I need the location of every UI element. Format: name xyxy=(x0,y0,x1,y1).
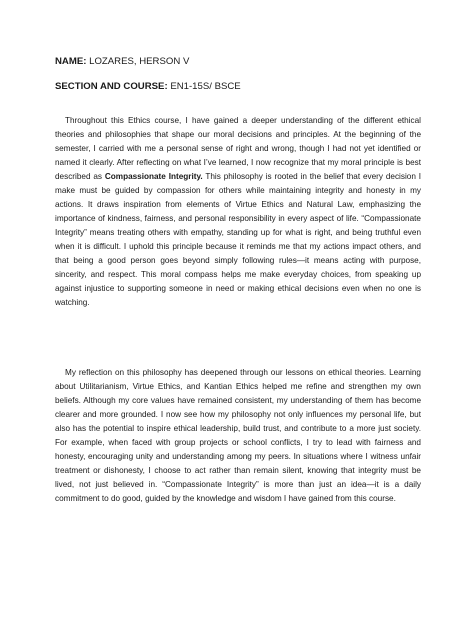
paragraph-1-intro: Throughout this Ethics course, I have gained a deeper understanding of the different ethical theories and philosophies that shape our moral decisions and principles. At the beginning of the semester, I carried with me a personal sense of right and wrong, though I had not yet identified or named it clearly. After reflecting on what I’ve learned, I now recognize that my moral principle is best described as xyxy=(55,116,421,181)
section-course-label: SECTION AND COURSE: xyxy=(55,81,168,92)
paragraph-1-rest: This philosophy is rooted in the belief that every decision I make must be guided by compassion for others while maintaining integrity and honesty in my actions. It draws inspiration from elements of Virtue Ethics and Natural Law, emphasizing the importance of kindness, fairness, and personal responsibility in every aspect of life. “Compassionate Integrity” means treating others with empathy, standing up for what is right, and being truthful even when it is difficult. I uphold this principle because it reminds me that my actions impact others, and that being a good person goes beyond simply following rules—it means acting with purpose, sincerity, and respect. This moral compass helps me make everyday choices, from speaking up against injustice to supporting someone in need or making ethical decisions even when no one is watching. xyxy=(55,172,422,307)
name-line xyxy=(55,56,189,68)
name-value: LOZARES, HERSON V xyxy=(86,56,190,67)
name-label: NAME: xyxy=(55,56,87,67)
section-course-line xyxy=(55,81,241,93)
moral-principle-name: Compassionate Integrity. xyxy=(104,172,203,181)
section-course-value: EN1-15S/ BSCE xyxy=(167,81,241,92)
paragraph-2-text: My reflection on this philosophy has deepened through our lessons on ethical theories. Learning about Utilitarianism, Virtue Ethics, and Kantian Ethics helped me refine and strengthen my own beliefs. Although my core values have remained consistent, my understanding of them has become clearer and more grounded. I now see how my philosophy not only influences my personal life, but also has the potential to inspire ethical leadership, build trust, and contribute to a more just society. For example, when faced with group projects or school conflicts, I try to lead with fairness and honesty, encouraging unity and understanding among my peers. In situations where I witness unfair treatment or dishonesty, I choose to act rather than remain silent, knowing that integrity must be lived, not just believed in. “Compassionate Integrity” is more than just an idea—it is a daily commitment to do good, guided by the knowledge and wisdom I have gained from this course. xyxy=(55,368,421,503)
paragraph-1 xyxy=(55,114,421,310)
paragraph-2 xyxy=(55,366,421,506)
